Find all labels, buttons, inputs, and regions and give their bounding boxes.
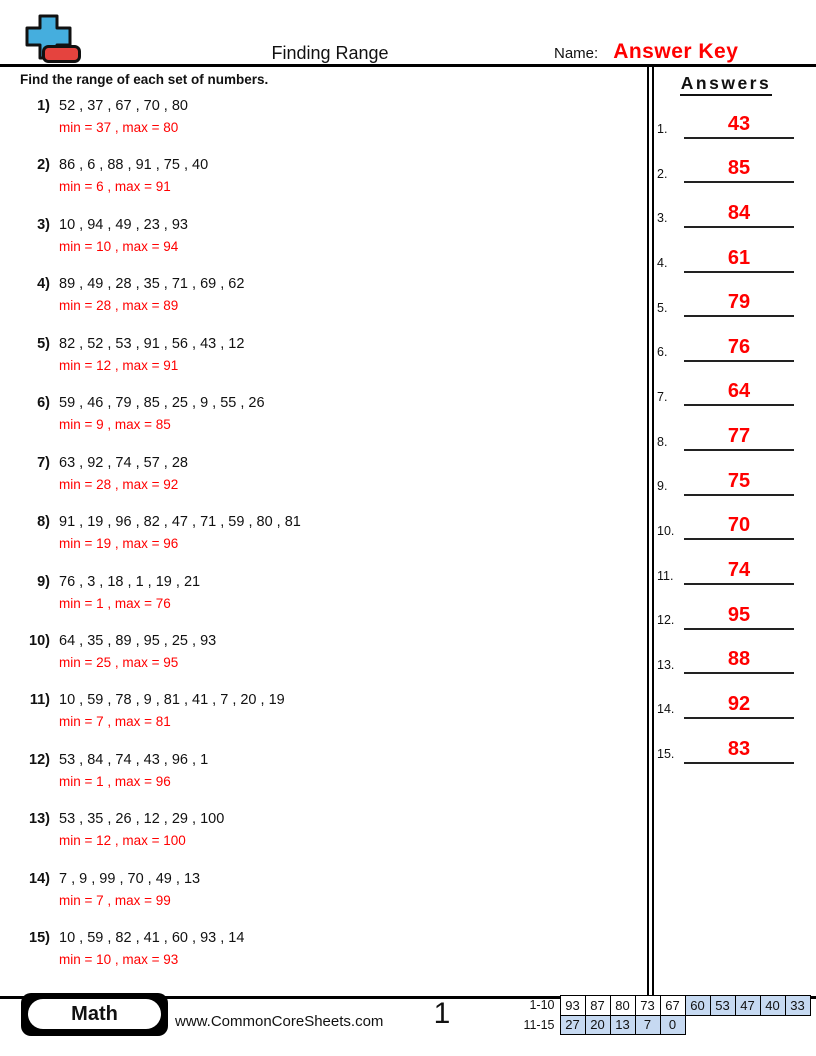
answer-number: 5.	[657, 300, 668, 315]
score-cell: 13	[610, 1015, 635, 1035]
name-block	[554, 40, 738, 64]
problem-minmax: min = 37 , max = 80	[59, 120, 179, 135]
problem-minmax: min = 25 , max = 95	[59, 654, 179, 670]
problem-numbers: 63 , 92 , 74 , 57 , 28	[59, 454, 188, 471]
answer-value: 83	[727, 737, 751, 760]
column-divider	[647, 67, 654, 997]
answer-row	[657, 406, 794, 451]
problem-minmax: min = 19 , max = 96	[59, 536, 179, 552]
problem-row	[28, 631, 628, 690]
problem-numbers: 64 , 35 , 89 , 95 , 25 , 93	[59, 632, 217, 649]
answer-row	[657, 317, 794, 362]
name-value: Answer Key	[613, 40, 739, 63]
website-text: www.CommonCoreSheets.com	[175, 1013, 384, 1030]
answer-value: 77	[727, 425, 751, 448]
problem-row	[28, 928, 628, 987]
answer-number: 11.	[657, 568, 674, 583]
answer-line	[684, 292, 794, 317]
answer-line	[684, 605, 794, 630]
problem-row	[28, 690, 628, 749]
answer-line	[684, 471, 794, 496]
problem-number: 5)	[37, 335, 50, 352]
answer-value: 79	[727, 291, 751, 314]
page-number: 1	[433, 997, 451, 1030]
answer-number: 15.	[657, 747, 675, 762]
problem-number: 10)	[29, 632, 50, 649]
problem-numbers: 59 , 46 , 79 , 85 , 25 , 9 , 55 , 26	[59, 395, 265, 412]
score-table	[523, 995, 811, 1035]
answer-number: 6.	[657, 345, 668, 360]
problem-numbers: 53 , 84 , 74 , 43 , 96 , 1	[59, 751, 209, 768]
problem-numbers: 53 , 35 , 26 , 12 , 29 , 100	[59, 811, 225, 828]
problem-numbers: 52 , 37 , 67 , 70 , 80	[59, 98, 188, 114]
problem-numbers: 86 , 6 , 88 , 91 , 75 , 40	[59, 157, 209, 174]
problem-row	[28, 215, 628, 274]
answer-number: 7.	[657, 389, 668, 404]
problem-numbers: 76 , 3 , 18 , 1 , 19 , 21	[59, 573, 201, 590]
score-row	[523, 1015, 810, 1035]
problem-numbers: 7 , 9 , 99 , 70 , 49 , 13	[59, 870, 201, 887]
problem-row	[28, 809, 628, 868]
problem-number: 11)	[29, 692, 50, 709]
answer-number: 13.	[657, 657, 675, 672]
problem-minmax: min = 10 , max = 94	[59, 238, 179, 254]
answer-value: 95	[727, 603, 751, 626]
score-cell: 27	[560, 1015, 585, 1035]
problem-row	[28, 750, 628, 809]
answer-line	[684, 694, 794, 719]
score-cell: 73	[635, 996, 660, 1016]
score-cell: 93	[560, 996, 585, 1016]
answer-number: 12.	[657, 613, 675, 628]
answer-row	[657, 540, 794, 585]
score-cell: 67	[660, 996, 685, 1016]
score-cell: 40	[760, 996, 785, 1016]
problem-minmax: min = 10 , max = 93	[59, 952, 179, 968]
problem-row	[28, 869, 628, 928]
answer-line	[684, 560, 794, 585]
subject-capsule	[28, 999, 161, 1029]
answer-value: 76	[727, 335, 751, 358]
answer-value: 85	[727, 157, 751, 180]
answer-line	[684, 203, 794, 228]
score-cell: 7	[635, 1015, 660, 1035]
answer-line	[684, 158, 794, 183]
problem-minmax: min = 1 , max = 76	[59, 595, 171, 611]
problem-row	[28, 512, 628, 571]
problem-minmax: min = 7 , max = 99	[59, 892, 171, 908]
answer-row	[657, 362, 794, 407]
problem-numbers: 10 , 94 , 49 , 23 , 93	[59, 216, 188, 233]
answer-value: 92	[727, 692, 751, 715]
score-row-label: 11-15	[523, 1017, 555, 1032]
answer-row	[657, 94, 794, 139]
answer-number: 9.	[657, 479, 668, 494]
problem-number: 4)	[37, 276, 50, 293]
score-cell: 53	[710, 996, 735, 1016]
problems-list	[28, 96, 628, 988]
answer-line	[684, 248, 794, 273]
answers-title: Answers	[657, 73, 795, 94]
problem-numbers: 10 , 59 , 82 , 41 , 60 , 93 , 14	[59, 930, 245, 947]
problem-number: 2)	[37, 157, 50, 174]
problem-numbers: 10 , 59 , 78 , 9 , 81 , 41 , 7 , 20 , 19	[59, 692, 285, 709]
page-title: Finding Range	[271, 43, 389, 63]
problem-row	[28, 155, 628, 214]
problem-number: 12)	[29, 751, 50, 768]
answer-row	[657, 228, 794, 273]
problem-numbers: 91 , 19 , 96 , 82 , 47 , 71 , 59 , 80 , 81	[59, 514, 301, 531]
problem-row	[28, 96, 628, 155]
answer-value: 84	[727, 201, 751, 224]
answer-row	[657, 630, 794, 675]
answer-value: 61	[727, 246, 751, 269]
answer-value: 74	[727, 559, 751, 582]
instruction-text: Find the range of each set of numbers.	[20, 72, 269, 87]
answer-line	[684, 337, 794, 362]
answer-line	[684, 649, 794, 674]
answer-value: 70	[727, 514, 751, 537]
answer-value: 43	[727, 112, 751, 135]
score-cell: 20	[585, 1015, 610, 1035]
answers-panel	[657, 94, 794, 764]
answer-number: 8.	[657, 434, 668, 449]
problem-number: 8)	[37, 514, 50, 531]
answer-row	[657, 451, 794, 496]
score-cell: 0	[660, 1015, 685, 1035]
problem-row	[28, 334, 628, 393]
problem-numbers: 89 , 49 , 28 , 35 , 71 , 69 , 62	[59, 276, 245, 293]
answer-line	[684, 381, 794, 406]
answer-number: 10.	[657, 523, 675, 538]
problem-numbers: 82 , 52 , 53 , 91 , 56 , 43 , 12	[59, 335, 245, 352]
problem-minmax: min = 28 , max = 89	[59, 298, 179, 314]
problem-number: 1)	[37, 98, 50, 114]
name-label: Name:	[554, 45, 599, 62]
answer-number: 3.	[657, 211, 668, 226]
answer-line	[684, 426, 794, 451]
answer-row	[657, 273, 794, 318]
problem-row	[28, 572, 628, 631]
subject-label: Math	[71, 1002, 118, 1025]
problem-minmax: min = 7 , max = 81	[59, 714, 171, 730]
answer-line	[684, 739, 794, 764]
problem-row	[28, 453, 628, 512]
answer-row	[657, 496, 794, 541]
problem-row	[28, 393, 628, 452]
problem-minmax: min = 12 , max = 91	[59, 357, 179, 373]
problem-number: 7)	[37, 454, 50, 471]
score-cell: 47	[735, 996, 760, 1016]
score-row-label: 1-10	[529, 998, 555, 1013]
answer-value: 64	[727, 380, 751, 403]
score-cell: 87	[585, 996, 610, 1016]
score-cell: 80	[610, 996, 635, 1016]
score-cell: 33	[785, 996, 810, 1016]
answer-row	[657, 183, 794, 228]
answer-number: 4.	[657, 256, 668, 271]
problem-number: 6)	[37, 395, 50, 412]
answer-number: 2.	[657, 166, 668, 181]
answer-line	[684, 515, 794, 540]
answer-value: 88	[727, 648, 751, 671]
answer-line	[684, 114, 794, 139]
problem-number: 3)	[37, 216, 50, 233]
answer-number: 1.	[657, 122, 668, 137]
answer-number: 14.	[657, 702, 675, 717]
problem-minmax: min = 6 , max = 91	[59, 179, 171, 195]
problem-number: 9)	[37, 573, 50, 590]
problem-row	[28, 274, 628, 333]
answer-row	[657, 719, 794, 764]
problem-minmax: min = 1 , max = 96	[59, 773, 171, 789]
problem-number: 13)	[29, 811, 50, 828]
problem-minmax: min = 28 , max = 92	[59, 476, 179, 492]
answer-row	[657, 139, 794, 184]
answer-row	[657, 674, 794, 719]
problem-minmax: min = 12 , max = 100	[59, 833, 186, 849]
header-rule	[0, 64, 816, 67]
answer-value: 75	[727, 469, 751, 492]
problem-number: 14)	[29, 870, 50, 887]
problem-number: 15)	[29, 930, 50, 947]
problem-minmax: min = 9 , max = 85	[59, 417, 171, 433]
answer-row	[657, 585, 794, 630]
score-row	[523, 996, 810, 1016]
subject-badge	[21, 993, 168, 1036]
score-cell: 60	[685, 996, 710, 1016]
